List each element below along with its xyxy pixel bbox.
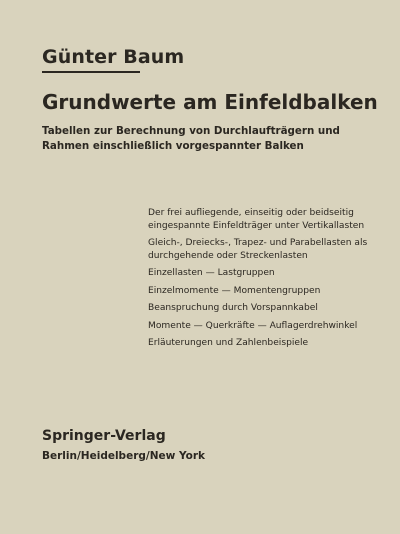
contents-list	[148, 207, 388, 355]
contents-item: Erläuterungen und Zahlenbeispiele	[148, 338, 309, 348]
contents-item: Der frei aufliegende, einseitig oder beidseitig eingespannte Einfeldträger unter Vertikallasten	[148, 208, 365, 231]
book-subtitle: Tabellen zur Berechnung von Durchlaufträgern und Rahmen einschließlich vorgespannter Balken	[42, 125, 340, 152]
author-underline	[42, 71, 140, 73]
contents-item: Einzellasten — Lastgruppen	[148, 268, 275, 278]
contents-item: Einzelmomente — Momentengruppen	[148, 285, 321, 296]
contents-item: Gleich-, Dreiecks-, Trapez- und Parabellasten als durchgehende oder Streckenlasten	[148, 238, 368, 261]
publisher-place: Berlin/Heidelberg/New York	[42, 450, 206, 462]
book-title: Grundwerte am Einfeldbalken	[42, 90, 378, 114]
publisher-name: Springer-Verlag	[42, 428, 166, 444]
contents-item: Beanspruchung durch Vorspannkabel	[148, 303, 318, 313]
author-name: Günter Baum	[42, 46, 185, 68]
contents-item: Momente — Querkräfte — Auflagerdrehwinkel	[148, 320, 358, 331]
